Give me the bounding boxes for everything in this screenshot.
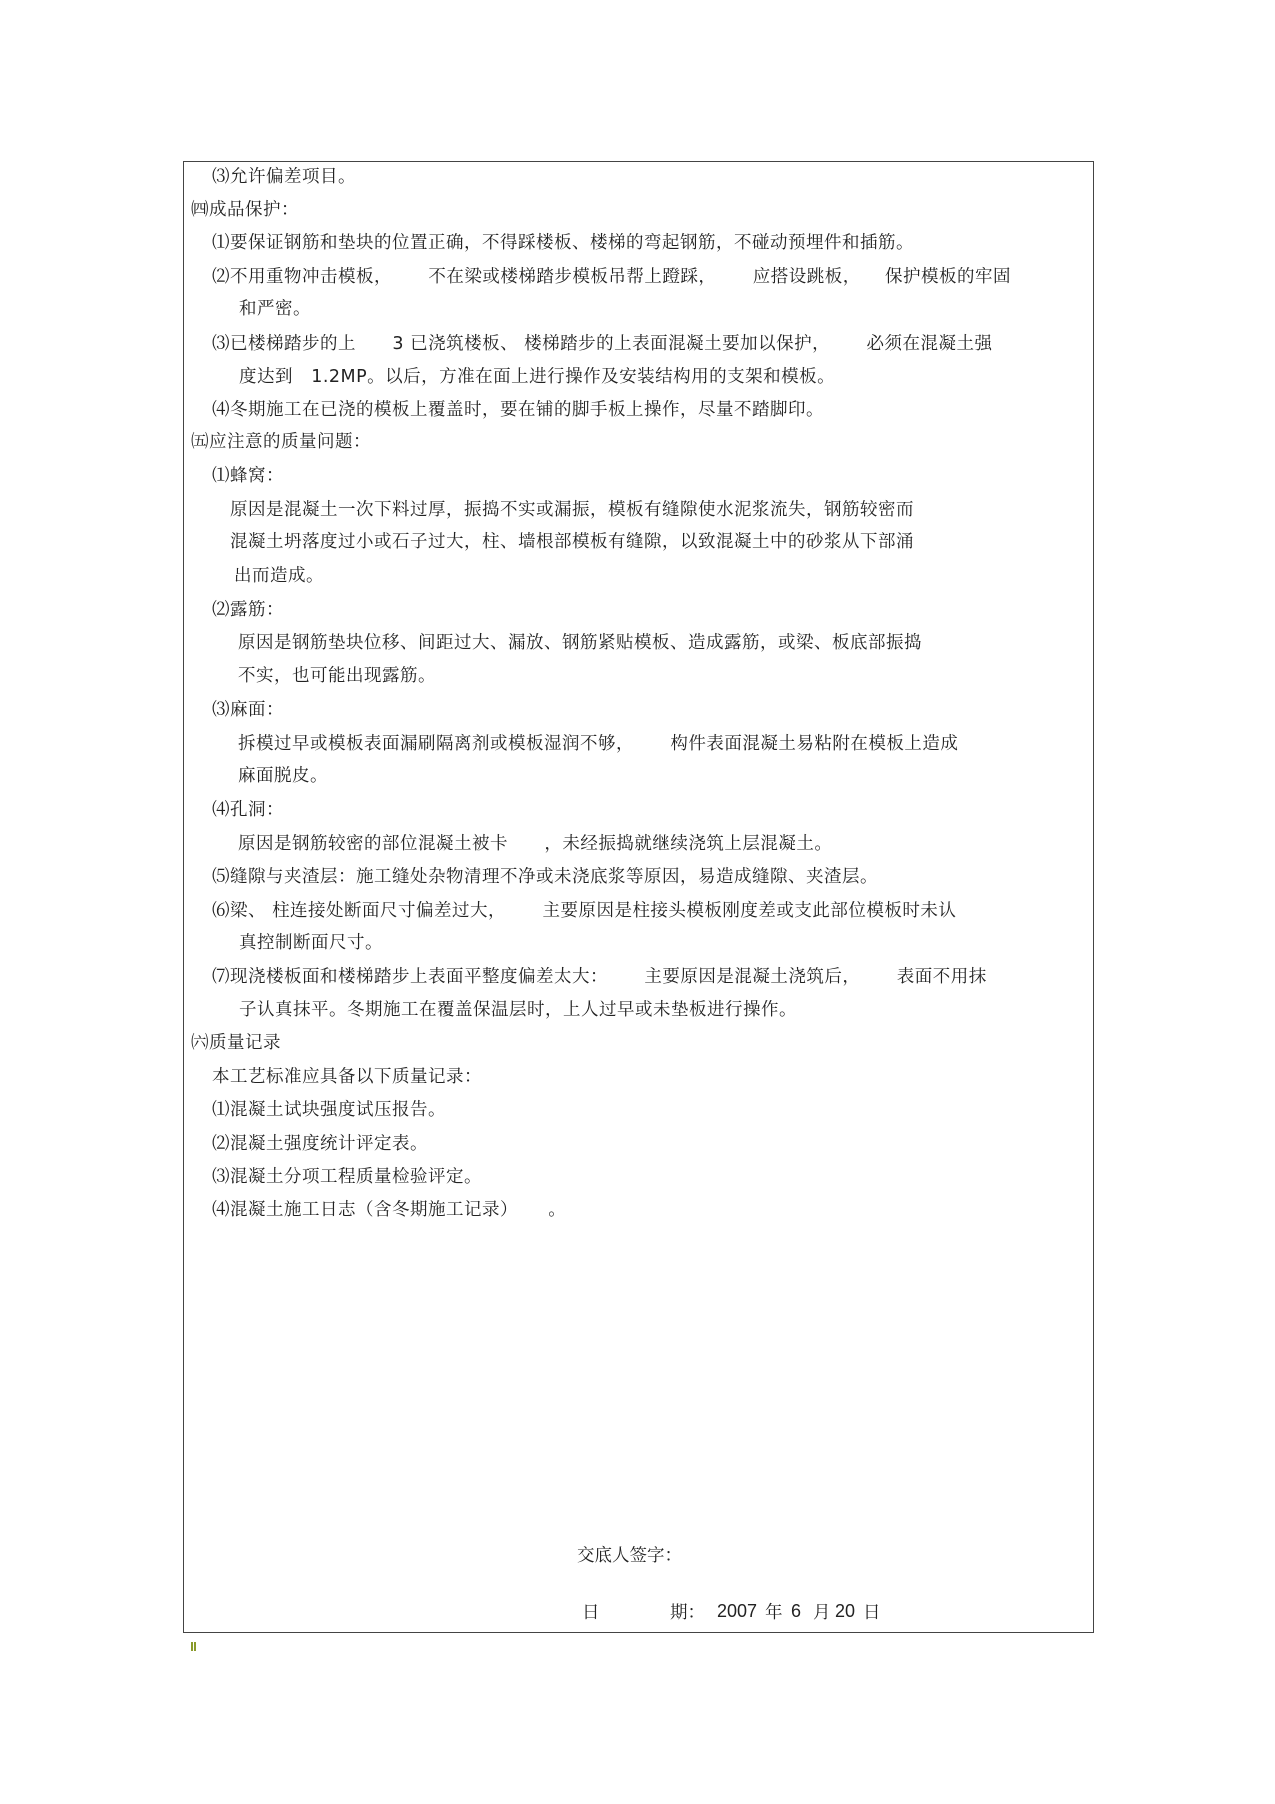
corner-mark: [191, 1642, 197, 1651]
text-line: 真控制断面尺寸。: [239, 933, 383, 953]
text-line: 原因是钢筋垫块位移、间距过大、漏放、钢筋紧贴模板、造成露筋，或梁、板底部振捣: [238, 633, 922, 653]
text-line: 出而造成。: [234, 566, 324, 586]
text-line: 拆模过早或模板表面漏刷隔离剂或模板湿润不够， 构件表面混凝土易粘附在模板上造成: [238, 734, 959, 754]
signer-label: 交底人签字：: [577, 1546, 682, 1566]
text-line: ⑶混凝土分项工程质量检验评定。: [212, 1167, 482, 1187]
date-year: 2007: [717, 1601, 758, 1621]
text-line: ⑷混凝土施工日志（含冬期施工记录） 。: [212, 1200, 567, 1220]
text-line: 混凝土坍落度过小或石子过大，柱、墙根部模板有缝隙，以致混凝土中的砂浆从下部涌: [230, 532, 914, 552]
text-line: 原因是混凝土一次下料过厚，振捣不实或漏振，模板有缝隙使水泥浆流失，钢筋较密而: [230, 500, 914, 520]
section-heading: ㈥质量记录: [191, 1033, 281, 1053]
text-line: ⑷孔洞：: [212, 800, 284, 820]
text-line: ⑴混凝土试块强度试压报告。: [212, 1100, 446, 1120]
section-heading: ㈤应注意的质量问题：: [191, 432, 371, 452]
text-line: ⑶已楼梯踏步的上 3 已浇筑楼板、 楼梯踏步的上表面混凝土要加以保护， 必须在混凝土强: [212, 334, 993, 354]
section-heading: ㈣成品保护：: [191, 200, 299, 220]
text-line: ⑵不用重物冲击模板， 不在梁或楼梯踏步模板吊帮上蹬踩， 应搭设跳板， 保护模板的牢固: [212, 267, 1012, 287]
date-day-unit: 日: [863, 1603, 881, 1623]
text-line: 子认真抹平。冬期施工在覆盖保温层时，上人过早或未垫板进行操作。: [239, 1000, 797, 1020]
text-line: ⑸缝隙与夹渣层：施工缝处杂物清理不净或未浇底浆等原因，易造成缝隙、夹渣层。: [212, 867, 878, 887]
date-month: 6: [791, 1601, 802, 1621]
text-line: ⑶允许偏差项目。: [212, 167, 356, 187]
text-line: ⑹梁、 柱连接处断面尺寸偏差过大， 主要原因是柱接头模板刚度差或支此部位模板时未认: [212, 901, 957, 921]
text-line: ⑴蜂窝：: [212, 466, 284, 486]
date-day: 20: [835, 1601, 856, 1621]
date-label-1: 日: [582, 1603, 600, 1623]
text-line: ⑵露筋：: [212, 600, 284, 620]
text-line: ⑶麻面：: [212, 700, 284, 720]
date-month-unit: 月: [813, 1603, 831, 1623]
text-line: 麻面脱皮。: [238, 766, 328, 786]
document-frame: [183, 161, 1094, 1633]
date-year-unit: 年: [765, 1603, 783, 1623]
text-line: ⑺现浇楼板面和楼梯踏步上表面平整度偏差太大： 主要原因是混凝土浇筑后， 表面不用抹: [212, 967, 987, 987]
text-line: 原因是钢筋较密的部位混凝土被卡 ，未经振捣就继续浇筑上层混凝土。: [238, 834, 833, 854]
text-line: 本工艺标准应具备以下质量记录：: [212, 1067, 482, 1087]
text-line: 和严密。: [239, 299, 311, 319]
text-line: ⑵混凝土强度统计评定表。: [212, 1134, 428, 1154]
text-line: 不实，也可能出现露筋。: [238, 666, 436, 686]
text-line: 度达到 1.2MP。以后，方准在面上进行操作及安装结构用的支架和模板。: [239, 367, 836, 387]
date-label-2: 期：: [670, 1603, 705, 1623]
text-line: ⑷冬期施工在已浇的模板上覆盖时，要在铺的脚手板上操作，尽量不踏脚印。: [212, 400, 824, 420]
text-line: ⑴要保证钢筋和垫块的位置正确，不得踩楼板、楼梯的弯起钢筋，不碰动预埋件和插筋。: [212, 233, 914, 253]
